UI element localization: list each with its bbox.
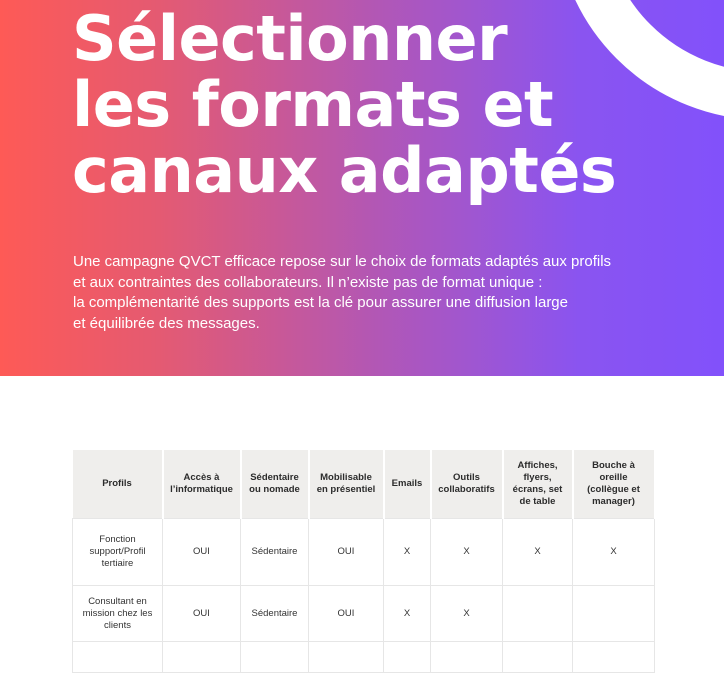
table-cell bbox=[73, 642, 163, 673]
table-cell: Sédentaire bbox=[241, 586, 309, 642]
column-header-profils: Profils bbox=[73, 450, 163, 519]
column-header-sedentaire-nomade: Sédentaire ou nomade bbox=[241, 450, 309, 519]
table-cell bbox=[241, 642, 309, 673]
table-cell: OUI bbox=[163, 519, 241, 586]
table-cell bbox=[573, 642, 655, 673]
table-cell: OUI bbox=[309, 519, 384, 586]
formats-table bbox=[72, 450, 656, 673]
table-cell: X bbox=[384, 586, 431, 642]
title-line: canaux adaptés bbox=[72, 134, 617, 207]
table-cell: Sédentaire bbox=[241, 519, 309, 586]
table-row bbox=[73, 642, 655, 673]
table-row bbox=[73, 586, 655, 642]
table-cell: X bbox=[573, 519, 655, 586]
table-cell bbox=[163, 642, 241, 673]
table-cell: X bbox=[431, 519, 503, 586]
table-cell bbox=[384, 642, 431, 673]
table-row bbox=[73, 519, 655, 586]
intro-paragraph bbox=[73, 252, 633, 334]
intro-line: la complémentarité des supports est la clé pour assurer une diffusion large bbox=[73, 294, 568, 311]
column-header-affiches: Affiches, flyers, écrans, set de table bbox=[503, 450, 573, 519]
intro-line: et équilibrée des messages. bbox=[73, 314, 260, 332]
page-title bbox=[72, 2, 617, 207]
table-cell bbox=[309, 642, 384, 673]
table-cell: OUI bbox=[309, 586, 384, 642]
column-header-outils-collaboratifs: Outils collaboratifs bbox=[431, 450, 503, 519]
intro-line: Une campagne QVCT efficace repose sur le choix de formats adaptés aux profils bbox=[73, 253, 612, 270]
table-cell bbox=[431, 642, 503, 673]
table-cell: X bbox=[431, 586, 503, 642]
table-cell: Consultant en mission chez les clients bbox=[73, 586, 163, 642]
column-header-emails: Emails bbox=[384, 450, 431, 519]
title-line: les formats et bbox=[72, 68, 554, 141]
table-cell: X bbox=[384, 519, 431, 586]
column-header-mobilisable: Mobilisable en présentiel bbox=[309, 450, 384, 519]
formats-table-container bbox=[72, 450, 654, 673]
table-cell bbox=[503, 642, 573, 673]
table-header-row bbox=[73, 450, 655, 519]
table-cell bbox=[503, 586, 573, 642]
table-cell: OUI bbox=[163, 586, 241, 642]
title-line: Sélectionner bbox=[72, 2, 508, 75]
table-cell bbox=[573, 586, 655, 642]
column-header-acces-informatique: Accès à l’informatique bbox=[163, 450, 241, 519]
column-header-bouche-a-oreille: Bouche à oreille (collègue et manager) bbox=[573, 450, 655, 519]
table-cell: Fonction support/Profil tertiaire bbox=[73, 519, 163, 586]
intro-line: et aux contraintes des collaborateurs. Il n’existe pas de format unique : bbox=[73, 273, 543, 291]
table-cell: X bbox=[503, 519, 573, 586]
